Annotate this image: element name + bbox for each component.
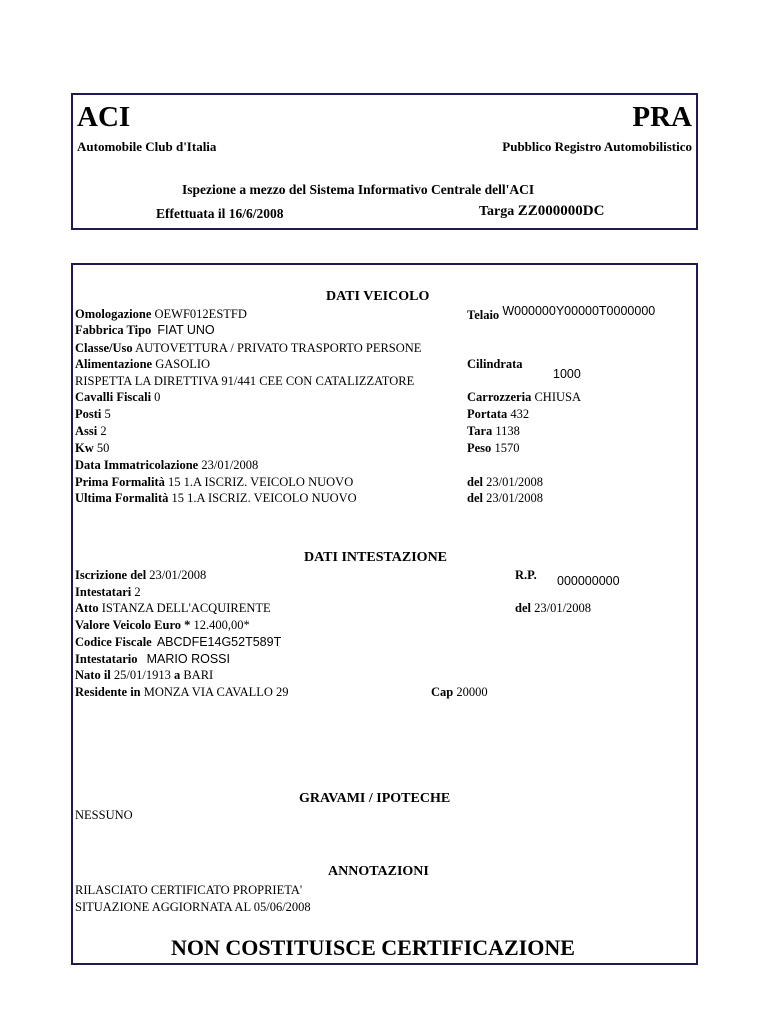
telaio-label: Telaio (467, 308, 500, 322)
peso-label: Peso (467, 441, 492, 455)
annotazioni-line-2: SITUAZIONE AGGIORNATA AL 05/06/2008 (75, 900, 311, 914)
posti-value: 5 (104, 407, 111, 421)
intestatario-label: Intestatario (75, 652, 138, 666)
intestatari-row (75, 585, 141, 600)
prima-del-row (467, 475, 543, 490)
pra-title: PRA (632, 101, 692, 133)
ultima-del-label: del (467, 491, 483, 505)
prima-formalita-label: Prima Formalità (75, 475, 165, 489)
plate-label: Targa (479, 204, 515, 219)
nato-a-label: a (173, 668, 181, 682)
cap-row (431, 685, 488, 700)
codice-fiscale-label: Codice Fiscale (75, 635, 152, 649)
kw-row (75, 441, 109, 456)
assi-label: Assi (75, 424, 98, 438)
kw-value: 50 (96, 441, 110, 455)
aci-subtitle: Automobile Club d'Italia (77, 139, 217, 154)
rp-label: R.P. (515, 568, 537, 582)
prima-formalita-value: 15 1.A ISCRIZ. VEICOLO NUOVO (168, 475, 354, 489)
cavalli-value: 0 (154, 390, 161, 404)
inspection-date-value: 16/6/2008 (228, 206, 284, 221)
ultima-formalita-value: 15 1.A ISCRIZ. VEICOLO NUOVO (171, 491, 357, 505)
fabbrica-value: FIAT UNO (157, 323, 215, 337)
assi-row (75, 424, 107, 439)
tara-value: 1138 (495, 424, 520, 438)
portata-row (467, 407, 529, 422)
cilindrata-label: Cilindrata (467, 357, 523, 371)
alimentazione-value: GASOLIO (155, 357, 211, 371)
kw-label: Kw (75, 441, 94, 455)
valore-value: 12.400,00* (193, 618, 250, 632)
telaio-row (467, 304, 656, 322)
residente-label: Residente in (75, 685, 141, 699)
carrozzeria-value: CHIUSA (534, 390, 581, 404)
prima-del-value: 23/01/2008 (486, 475, 544, 489)
omologazione-row (75, 307, 247, 322)
portata-value: 432 (510, 407, 530, 421)
ultima-formalita-label: Ultima Formalità (75, 491, 169, 505)
cavalli-label: Cavalli Fiscali (75, 390, 152, 404)
prima-del-label: del (467, 475, 483, 489)
ultima-del-row (467, 491, 543, 506)
atto-del-value: 23/01/2008 (534, 601, 592, 615)
plate (479, 204, 604, 219)
peso-value: 1570 (494, 441, 520, 455)
intestatari-label: Intestatari (75, 585, 132, 599)
posti-row (75, 407, 111, 422)
non-certificazione-notice: NON COSTITUISCE CERTIFICAZIONE (171, 935, 575, 960)
telaio-value: W000000Y00000T0000000 (502, 304, 656, 318)
intestatario-row (75, 652, 230, 667)
classe-label: Classe/Uso (75, 341, 133, 355)
carrozzeria-label: Carrozzeria (467, 390, 532, 404)
classe-row (75, 341, 421, 356)
nato-label: Nato il (75, 668, 111, 682)
carrozzeria-row (467, 390, 581, 405)
iscrizione-row (75, 568, 206, 583)
gravami-value: NESSUNO (75, 808, 133, 822)
atto-row (75, 601, 271, 616)
immatricolazione-row (75, 458, 258, 473)
valore-label: Valore Veicolo Euro * (75, 618, 191, 632)
posti-label: Posti (75, 407, 102, 421)
ultima-formalita-row (75, 491, 357, 506)
section-title-owner: DATI INTESTAZIONE (304, 550, 448, 565)
section-title-vehicle: DATI VEICOLO (326, 289, 430, 304)
cavalli-row (75, 390, 160, 405)
codice-fiscale-row (75, 635, 281, 650)
peso-row (467, 441, 519, 456)
direttiva: RISPETTA LA DIRETTIVA 91/441 CEE CON CATALIZZATORE (75, 374, 415, 388)
prima-formalita-row (75, 475, 353, 490)
classe-value: AUTOVETTURA / PRIVATO TRASPORTO PERSONE (135, 341, 422, 355)
plate-value: ZZ000000DC (517, 203, 605, 219)
inspection-date-label: Effettuata il (156, 206, 226, 221)
residente-value: MONZA VIA CAVALLO 29 (143, 685, 289, 699)
valore-row (75, 618, 250, 633)
iscrizione-value: 23/01/2008 (149, 568, 207, 582)
residente-row (75, 685, 289, 700)
inspection-line: Ispezione a mezzo del Sistema Informativo Centrale dell'ACI (182, 182, 535, 197)
intestatario-value: MARIO ROSSI (146, 652, 230, 666)
annotazioni-line-1: RILASCIATO CERTIFICATO PROPRIETA' (75, 883, 303, 897)
nato-place: BARI (183, 668, 214, 682)
codice-fiscale-value: ABCDFE14G52T589T (156, 635, 282, 649)
nato-date: 25/01/1913 (113, 668, 171, 682)
tara-row (467, 424, 520, 439)
section-title-annotazioni: ANNOTAZIONI (328, 864, 429, 879)
pra-subtitle: Pubblico Registro Automobilistico (502, 139, 692, 154)
omologazione-value: OEWF012ESTFD (154, 307, 247, 321)
atto-label: Atto (75, 601, 99, 615)
alimentazione-label: Alimentazione (75, 357, 153, 371)
intestatari-value: 2 (134, 585, 141, 599)
atto-del-row (515, 601, 591, 616)
cap-value: 20000 (456, 685, 488, 699)
aci-title: ACI (77, 101, 131, 133)
omologazione-label: Omologazione (75, 307, 152, 321)
alimentazione-row (75, 357, 210, 372)
tara-label: Tara (467, 424, 493, 438)
atto-value: ISTANZA DELL'ACQUIRENTE (101, 601, 271, 615)
inspection-date (156, 206, 284, 221)
immatricolazione-value: 23/01/2008 (201, 458, 259, 472)
cap-label: Cap (431, 685, 454, 699)
nato-row (75, 668, 213, 683)
section-title-gravami: GRAVAMI / IPOTECHE (299, 791, 451, 806)
assi-value: 2 (100, 424, 107, 438)
cilindrata-value: 1000 (553, 367, 581, 381)
rp-value: 000000000 (557, 574, 620, 588)
fabbrica-row (75, 323, 215, 338)
immatricolazione-label: Data Immatricolazione (75, 458, 199, 472)
fabbrica-label: Fabbrica Tipo (75, 323, 152, 337)
ultima-del-value: 23/01/2008 (486, 491, 544, 505)
portata-label: Portata (467, 407, 508, 421)
iscrizione-label: Iscrizione del (75, 568, 147, 582)
atto-del-label: del (515, 601, 531, 615)
